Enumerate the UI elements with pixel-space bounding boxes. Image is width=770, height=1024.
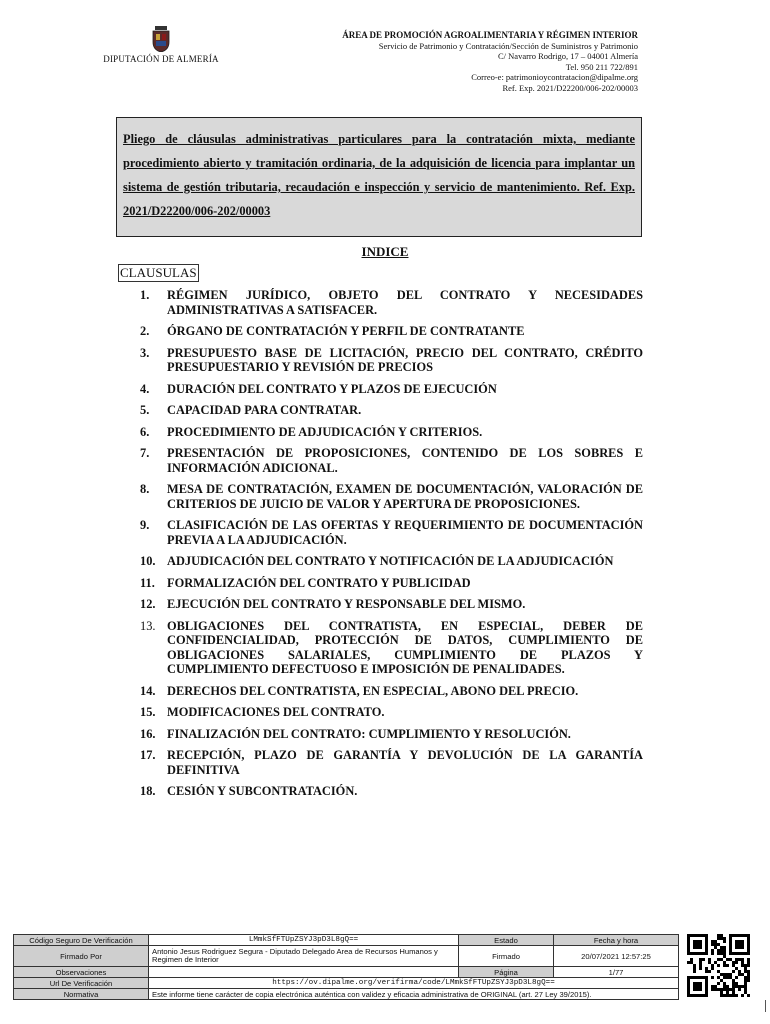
clause-number: 11. — [140, 575, 155, 590]
estado-value: Firmado — [459, 946, 554, 967]
fecha-value: 20/07/2021 12:57:25 — [554, 946, 679, 967]
clause-text: MODIFICACIONES DEL CONTRATO. — [167, 705, 385, 719]
header-area: ÁREA DE PROMOCIÓN AGROALIMENTARIA Y RÉGIMEN INTERIOR — [342, 30, 638, 40]
observaciones-value — [149, 967, 459, 978]
clause-item — [140, 403, 643, 418]
clause-item — [140, 705, 643, 720]
logo — [96, 26, 226, 64]
clause-number: 16. — [140, 726, 156, 741]
clause-text: EJECUCIÓN DEL CONTRATO Y RESPONSABLE DEL MISMO. — [167, 597, 526, 611]
firmado-label: Firmado Por — [14, 946, 149, 967]
header-servicio: Servicio de Patrimonio y Contratación/Sección de Suministros y Patrimonio — [378, 40, 638, 51]
clause-number: 1. — [140, 288, 150, 302]
clause-text: FINALIZACIÓN DEL CONTRATO: CUMPLIMIENTO Y RESOLUCIÓN. — [167, 726, 571, 741]
clause-item — [140, 576, 643, 591]
clause-number: 15. — [140, 705, 156, 719]
clause-text: PRESUPUESTO BASE DE LICITACIÓN, PRECIO DEL CONTRATO, CRÉDITO PRESUPUESTARIO Y REVISIÓN DE PRECIOS — [167, 345, 643, 374]
clause-number: 8. — [140, 482, 150, 496]
clause-number: 7. — [140, 446, 150, 460]
clause-item — [140, 382, 643, 397]
document-title: Pliego de cláusulas administrativas particulares para la contratación mixta, mediante procedimiento abierto y tramitación ordinaria, de la adquisición de licencia para implantar un sistema de gestión tributaria, recaudación e inspección y servicio de mantenimiento. Ref. Exp. 2021/D22200/006-202/00003 — [123, 132, 635, 218]
url-label: Url De Verificación — [14, 978, 149, 989]
firmado-value: Antonio Jesus Rodriguez Segura - Diputado Delegado Area de Recursos Humanos y Regimen de Interior — [149, 946, 459, 967]
clause-number: 14. — [140, 683, 156, 698]
clause-number: 17. — [140, 748, 156, 762]
coat-of-arms-icon — [152, 26, 170, 52]
clause-item — [140, 324, 643, 339]
url-value[interactable]: https://ov.dipalme.org/verifirma/code/LMmkSfFTUpZSYJ3pD3L8gQ== — [149, 978, 679, 989]
normativa-label: Normativa — [14, 989, 149, 1000]
observaciones-label: Observaciones — [14, 967, 149, 978]
header-direccion: C/ Navarro Rodrigo, 17 – 04001 Almería — [498, 51, 638, 62]
clause-number: 18. — [140, 784, 156, 798]
clause-number: 5. — [140, 403, 150, 417]
clause-item — [140, 518, 643, 547]
clause-item — [140, 727, 643, 742]
clause-item — [140, 597, 643, 612]
margin-mark — [765, 1000, 766, 1012]
pagina-label: Página — [459, 967, 554, 978]
indice-heading: INDICE — [361, 244, 409, 259]
pagina-value: 1/77 — [554, 967, 679, 978]
clause-text: DERECHOS DEL CONTRATISTA, EN ESPECIAL, ABONO DEL PRECIO. — [167, 683, 579, 698]
verification-footer — [13, 934, 679, 1000]
clause-number: 3. — [140, 345, 150, 360]
clause-item — [140, 619, 643, 677]
clause-text: PROCEDIMIENTO DE ADJUDICACIÓN Y CRITERIOS. — [167, 424, 483, 439]
csv-value: LMmkSfFTUpZSYJ3pD3L8gQ== — [149, 935, 459, 946]
clause-text: CAPACIDAD PARA CONTRATAR. — [167, 403, 362, 417]
clause-text: RÉGIMEN JURÍDICO, OBJETO DEL CONTRATO Y NECESIDADES ADMINISTRATIVAS A SATISFACER. — [167, 288, 643, 317]
clause-item — [140, 346, 643, 375]
clause-number: 4. — [140, 381, 150, 396]
clause-text: MESA DE CONTRATACIÓN, EXAMEN DE DOCUMENTACIÓN, VALORACIÓN DE CRITERIOS DE JUICIO DE VALOR Y APERTURA DE PROPOSICIONES. — [167, 482, 643, 511]
normativa-value: Este informe tiene carácter de copia electrónica auténtica con validez y eficacia administrativa de ORIGINAL (art. 27 Ley 39/2015). — [149, 989, 679, 1000]
clause-item — [140, 684, 643, 699]
header-block — [342, 30, 638, 94]
clause-number: 2. — [140, 324, 150, 338]
clause-number: 12. — [140, 597, 156, 611]
header-telefono: Tel. 950 211 722/891 — [565, 61, 638, 72]
clause-item — [140, 748, 643, 777]
fecha-label: Fecha y hora — [554, 935, 679, 946]
clause-text: RECEPCIÓN, PLAZO DE GARANTÍA Y DEVOLUCIÓN DE LA GARANTÍA DEFINITIVA — [167, 748, 643, 777]
qr-code-icon — [687, 934, 750, 997]
clause-number: 13. — [140, 618, 156, 633]
clause-text: PRESENTACIÓN DE PROPOSICIONES, CONTENIDO DE LOS SOBRES E INFORMACIÓN ADICIONAL. — [167, 446, 643, 475]
clause-text: ÓRGANO DE CONTRATACIÓN Y PERFIL DE CONTRATANTE — [167, 324, 525, 338]
clause-text: CESIÓN Y SUBCONTRATACIÓN. — [167, 784, 358, 798]
clause-text: FORMALIZACIÓN DEL CONTRATO Y PUBLICIDAD — [167, 575, 471, 590]
clause-item — [140, 784, 643, 799]
clause-number: 6. — [140, 424, 150, 439]
clause-item — [140, 446, 643, 475]
clause-item — [140, 288, 643, 317]
clause-number: 10. — [140, 554, 156, 568]
clause-text: ADJUDICACIÓN DEL CONTRATO Y NOTIFICACIÓN DE LA ADJUDICACIÓN — [167, 554, 614, 568]
clause-text: DURACIÓN DEL CONTRATO Y PLAZOS DE EJECUCIÓN — [167, 381, 497, 396]
csv-label: Código Seguro De Verificación — [14, 935, 149, 946]
clause-number: 9. — [140, 518, 150, 532]
header-correo: Correo-e: patrimonioycontratacion@dipalme.org — [471, 72, 638, 83]
clause-item — [140, 482, 643, 511]
estado-label: Estado — [459, 935, 554, 946]
clause-item — [140, 425, 643, 440]
clause-text: OBLIGACIONES DEL CONTRATISTA, EN ESPECIAL, DEBER DE CONFIDENCIALIDAD, PROTECCIÓN DE DATOS, CUMPLIMIENTO DE OBLIGACIONES SALARIALES, CUMPLIMIENTO DE PLAZOS Y CUMPLIMIENTO DEFECTUOSO E IMPOSICIÓN DE PENALIDADES. — [167, 618, 643, 676]
clause-item — [140, 554, 643, 569]
title-box — [116, 117, 642, 237]
clause-text: CLASIFICACIÓN DE LAS OFERTAS Y REQUERIMIENTO DE DOCUMENTACIÓN PREVIA A LA ADJUDICACIÓN. — [167, 518, 643, 547]
header-ref: Ref. Exp. 2021/D22200/006-202/00003 — [502, 82, 638, 93]
logo-text: DIPUTACIÓN DE ALMERÍA — [103, 54, 219, 64]
clausulas-label: CLAUSULAS — [120, 265, 197, 280]
clause-list — [140, 288, 643, 806]
